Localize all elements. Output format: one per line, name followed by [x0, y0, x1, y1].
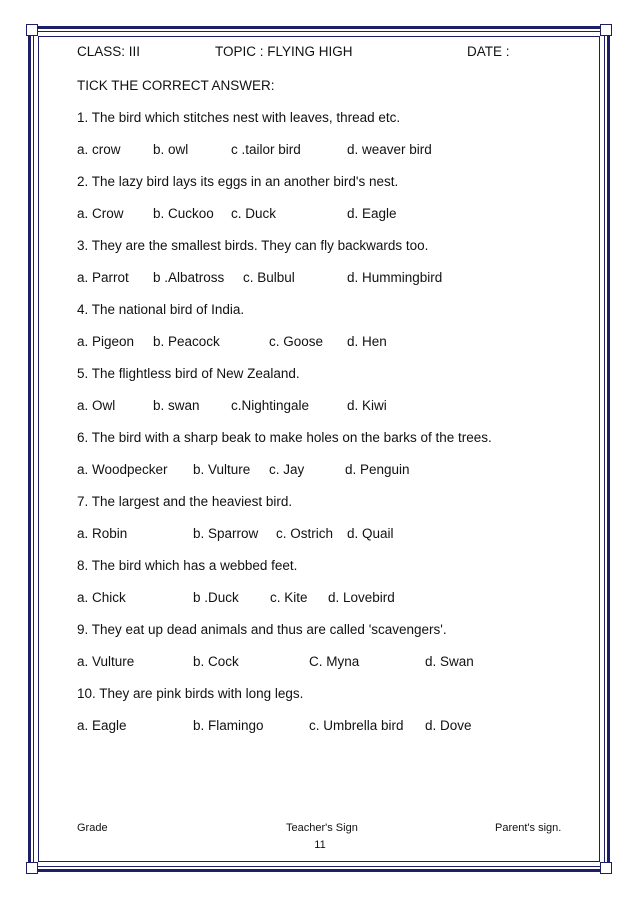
worksheet-footer — [77, 822, 577, 836]
option[interactable]: b. Sparrow — [193, 526, 259, 541]
option[interactable]: b. Peacock — [153, 334, 220, 349]
date-label: DATE : — [467, 44, 510, 59]
instruction: TICK THE CORRECT ANSWER: — [77, 78, 275, 93]
question-6: 6. The bird with a sharp beak to make holes on the barks of the trees. — [77, 430, 492, 445]
option[interactable]: b. Flamingo — [193, 718, 264, 733]
options-row-9 — [77, 654, 577, 686]
option[interactable]: c. Bulbul — [243, 270, 295, 285]
option[interactable]: d. Quail — [347, 526, 394, 541]
question-2: 2. The lazy bird lays its eggs in an another bird's nest. — [77, 174, 399, 189]
teacher-sign-label: Teacher's Sign — [286, 822, 358, 834]
option[interactable]: a. Parrot — [77, 270, 129, 285]
worksheet-content — [77, 40, 577, 750]
option[interactable]: a. Crow — [77, 206, 124, 221]
option[interactable]: b. Vulture — [193, 462, 251, 477]
options-row-3 — [77, 270, 577, 302]
corner-ornament-bottom-left — [26, 862, 38, 874]
option[interactable]: c. Duck — [231, 206, 277, 221]
option[interactable]: d. Eagle — [347, 206, 397, 221]
option[interactable]: d. Penguin — [345, 462, 410, 477]
option[interactable]: d. Swan — [425, 654, 474, 669]
option[interactable]: b. Cock — [193, 654, 239, 669]
option[interactable]: d. Kiwi — [347, 398, 387, 413]
option[interactable]: c. Jay — [269, 462, 305, 477]
worksheet-header — [77, 44, 577, 66]
corner-ornament-top-left — [26, 24, 38, 36]
corner-ornament-top-right — [600, 24, 612, 36]
option[interactable]: a. Pigeon — [77, 334, 135, 349]
options-row-1 — [77, 142, 577, 174]
option[interactable]: b .Albatross — [153, 270, 225, 285]
option[interactable]: d. Hummingbird — [347, 270, 443, 285]
option[interactable]: b. Cuckoo — [153, 206, 214, 221]
option[interactable]: b .Duck — [193, 590, 239, 605]
option[interactable]: d. Lovebird — [328, 590, 395, 605]
question-8: 8. The bird which has a webbed feet. — [77, 558, 298, 573]
option[interactable]: a. Eagle — [77, 718, 127, 733]
option[interactable]: a. Chick — [77, 590, 126, 605]
option[interactable]: d. Dove — [425, 718, 472, 733]
options-row-2 — [77, 206, 577, 238]
page-number: 11 — [314, 839, 326, 851]
option[interactable]: c. Goose — [269, 334, 324, 349]
option[interactable]: a. crow — [77, 142, 121, 157]
option[interactable]: b. swan — [153, 398, 200, 413]
question-10: 10. They are pink birds with long legs. — [77, 686, 304, 701]
option[interactable]: a. Owl — [77, 398, 116, 413]
options-row-4 — [77, 334, 577, 366]
option[interactable]: c. Umbrella bird — [309, 718, 404, 733]
option[interactable]: d. Hen — [347, 334, 387, 349]
question-7: 7. The largest and the heaviest bird. — [77, 494, 293, 509]
option[interactable]: a. Robin — [77, 526, 128, 541]
parent-sign-label: Parent's sign. — [495, 822, 562, 834]
option[interactable]: c .tailor bird — [231, 142, 301, 157]
option[interactable]: a. Vulture — [77, 654, 135, 669]
options-row-5 — [77, 398, 577, 430]
option[interactable]: a. Woodpecker — [77, 462, 168, 477]
option[interactable]: C. Myna — [309, 654, 360, 669]
corner-ornament-bottom-right — [600, 862, 612, 874]
options-row-10 — [77, 718, 577, 750]
options-row-6 — [77, 462, 577, 494]
question-3: 3. They are the smallest birds. They can fly backwards too. — [77, 238, 429, 253]
question-5: 5. The flightless bird of New Zealand. — [77, 366, 300, 381]
option[interactable]: d. weaver bird — [347, 142, 432, 157]
option[interactable]: c. Ostrich — [276, 526, 334, 541]
topic-label: TOPIC : FLYING HIGH — [215, 44, 353, 59]
question-9: 9. They eat up dead animals and thus are called 'scavengers'. — [77, 622, 447, 637]
class-label: CLASS: III — [77, 44, 141, 59]
question-4: 4. The national bird of India. — [77, 302, 245, 317]
option[interactable]: c. Kite — [270, 590, 308, 605]
options-row-8 — [77, 590, 577, 622]
question-1: 1. The bird which stitches nest with leaves, thread etc. — [77, 110, 401, 125]
option[interactable]: c.Nightingale — [231, 398, 310, 413]
grade-label: Grade — [77, 822, 108, 834]
options-row-7 — [77, 526, 577, 558]
option[interactable]: b. owl — [153, 142, 189, 157]
